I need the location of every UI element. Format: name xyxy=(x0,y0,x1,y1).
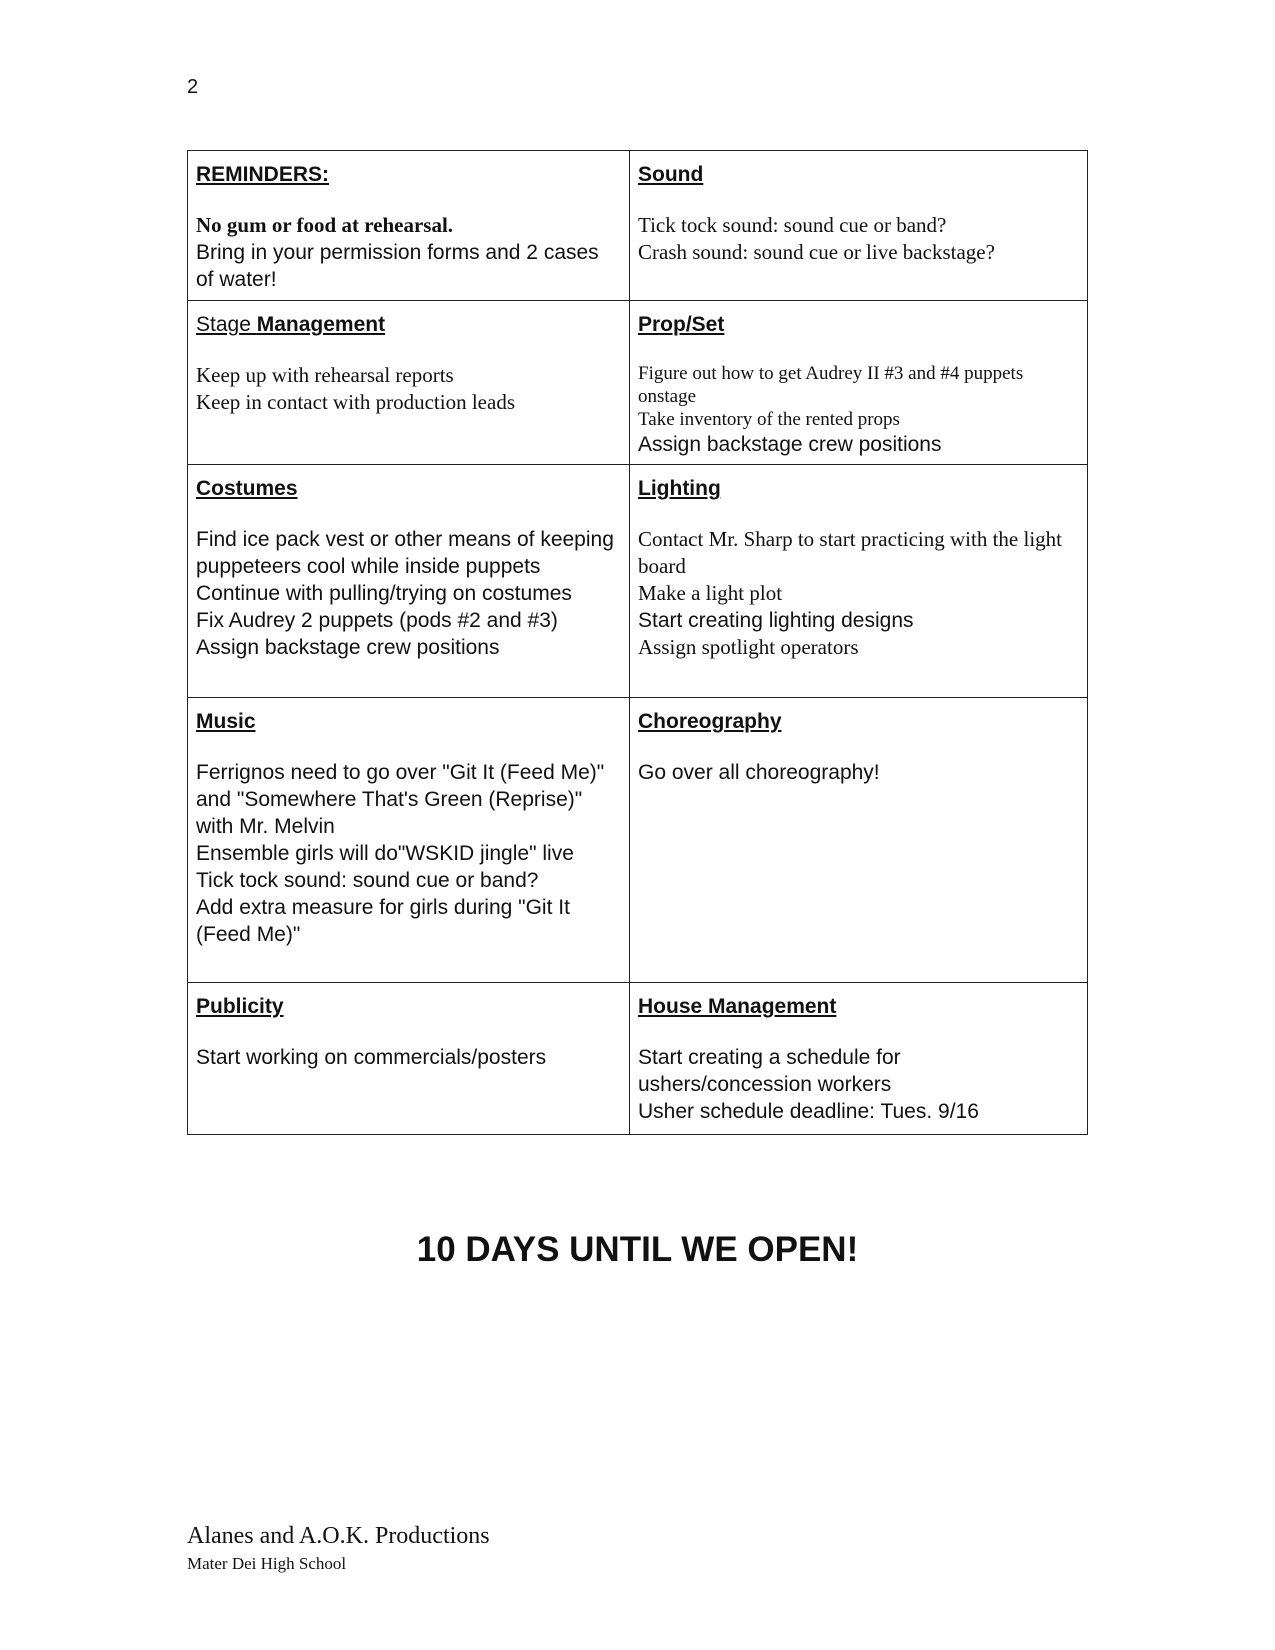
reminders-cell xyxy=(188,151,630,301)
publicity-cell xyxy=(188,983,630,1135)
costumes-line: Find ice pack vest or other means of keeping puppeteers cool while inside puppets xyxy=(196,528,614,578)
stage-management-heading-main: Management xyxy=(256,313,386,336)
sound-line: Tick tock sound: sound cue or band? xyxy=(638,213,947,237)
house-management-line: Usher schedule deadline: Tues. 9/16 xyxy=(638,1100,979,1123)
publicity-heading: Publicity xyxy=(196,995,284,1018)
lighting-heading: Lighting xyxy=(638,477,721,500)
page-number: 2 xyxy=(187,76,199,98)
reminders-heading: REMINDERS: xyxy=(196,163,330,186)
music-heading: Music xyxy=(196,710,256,733)
choreography-heading: Choreography xyxy=(638,710,782,733)
production-report-table xyxy=(187,150,1088,1135)
music-cell xyxy=(188,698,630,983)
choreography-cell xyxy=(630,698,1088,983)
costumes-heading: Costumes xyxy=(196,477,298,500)
lighting-cell xyxy=(630,465,1088,698)
prop-set-heading: Prop/Set xyxy=(638,313,725,336)
stage-management-heading xyxy=(196,311,621,338)
stage-management-heading-prefix: Stage xyxy=(196,313,257,336)
sound-heading: Sound xyxy=(638,163,704,186)
music-line: Ferrignos need to go over "Git It (Feed Me)" and "Somewhere That's Green (Reprise)" with Mr. Melvin xyxy=(196,761,605,838)
footer-school: Mater Dei High School xyxy=(187,1554,347,1573)
prop-set-cell xyxy=(630,301,1088,465)
lighting-line: Make a light plot xyxy=(638,581,783,605)
stage-management-line: Keep in contact with production leads xyxy=(196,390,515,414)
sound-cell xyxy=(630,151,1088,301)
sound-line: Crash sound: sound cue or live backstage? xyxy=(638,240,995,264)
costumes-line: Continue with pulling/trying on costumes xyxy=(196,582,572,605)
stage-management-cell xyxy=(188,301,630,465)
music-line: Add extra measure for girls during "Git It (Feed Me)" xyxy=(196,896,570,946)
house-management-heading: House Management xyxy=(638,995,837,1018)
lighting-line: Start creating lighting designs xyxy=(638,609,914,632)
music-line: Tick tock sound: sound cue or band? xyxy=(196,869,539,892)
lighting-line: Assign spotlight operators xyxy=(638,635,859,659)
house-management-line: Start creating a schedule for ushers/concession workers xyxy=(638,1046,901,1096)
reminder-line: No gum or food at rehearsal. xyxy=(196,213,454,237)
prop-set-line: Assign backstage crew positions xyxy=(638,433,942,456)
house-management-cell xyxy=(630,983,1088,1135)
reminder-line: Bring in your permission forms and 2 cases of water! xyxy=(196,241,599,291)
publicity-line: Start working on commercials/posters xyxy=(196,1046,547,1069)
prop-set-line: Figure out how to get Audrey II #3 and #4 puppets onstage xyxy=(638,363,1024,407)
choreography-line: Go over all choreography! xyxy=(638,761,880,784)
costumes-cell xyxy=(188,465,630,698)
prop-set-line: Take inventory of the rented props xyxy=(638,409,900,430)
costumes-line: Fix Audrey 2 puppets (pods #2 and #3) xyxy=(196,609,558,632)
lighting-line: Contact Mr. Sharp to start practicing with the light board xyxy=(638,527,1063,578)
costumes-line: Assign backstage crew positions xyxy=(196,636,500,659)
countdown-banner: 10 DAYS UNTIL WE OPEN! xyxy=(416,1230,859,1269)
footer-company: Alanes and A.O.K. Productions xyxy=(187,1523,490,1549)
music-line: Ensemble girls will do"WSKID jingle" live xyxy=(196,842,574,865)
stage-management-line: Keep up with rehearsal reports xyxy=(196,363,454,387)
